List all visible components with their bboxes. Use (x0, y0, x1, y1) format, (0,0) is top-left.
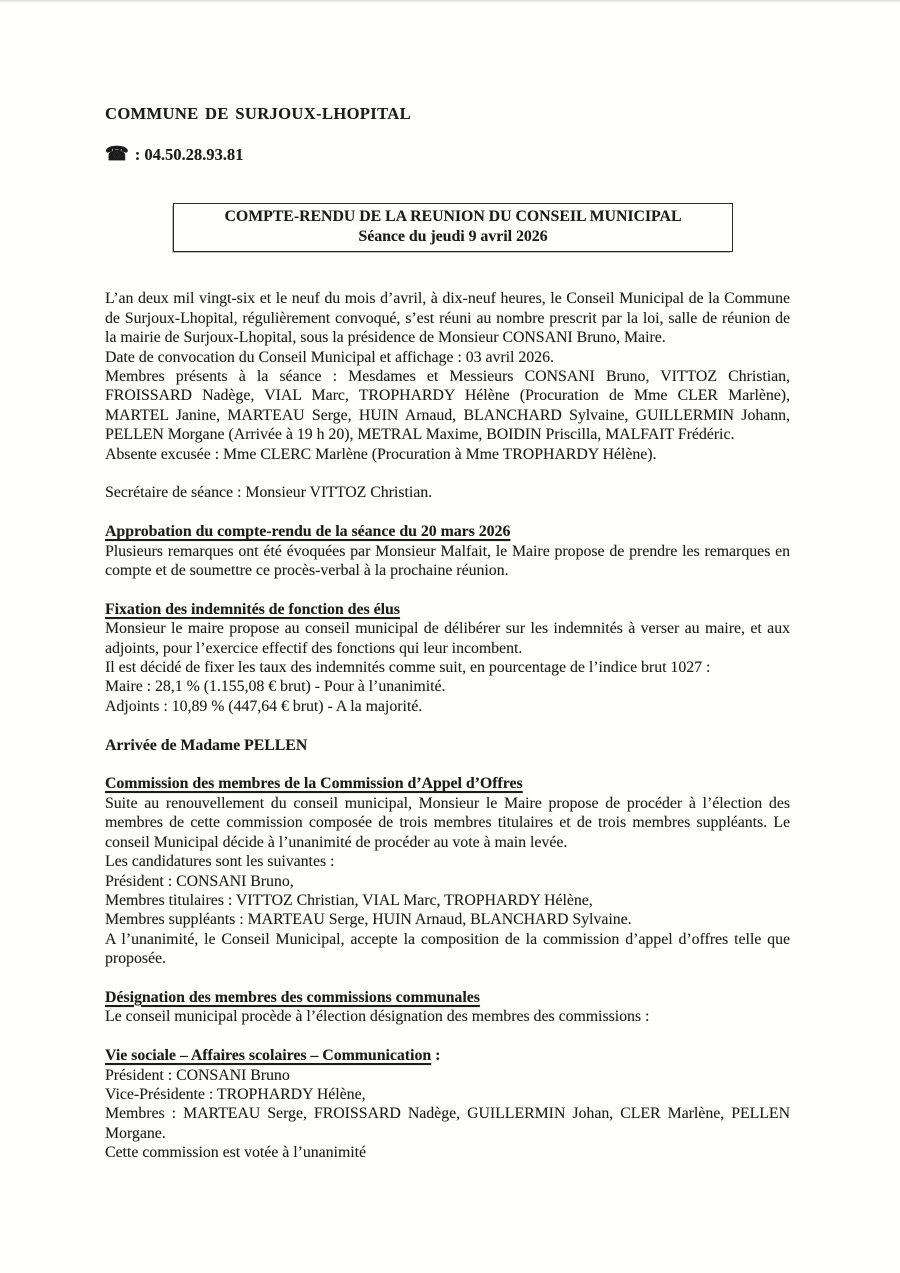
fixation-paragraph-2: Il est décidé de fixer les taux des indemnités comme suit, en pourcentage de l’indice brut 1027 : (105, 659, 711, 677)
approbation-paragraph: Plusieurs remarques ont été évoquées par Monsieur Malfait, le Maire propose de prendre les remarques en compte et de soumettre ce procès-verbal à la prochaine réunion. (105, 542, 790, 580)
phone-line (105, 145, 790, 164)
vie-sociale-vote-line: Cette commission est votée à l’unanimité (105, 1144, 367, 1162)
commission-paragraph-1: Suite au renouvellement du conseil municipal, Monsieur le Maire propose de procéder à l’élection des membres de cette commission composée de trois membres titulaires et de trois membres suppléants. Le conseil Municipal décide à l’unanimité de procéder au vote à main levée. (105, 794, 790, 851)
commission-vote-paragraph: A l’unanimité, le Conseil Municipal, accepte la composition de la commission d’appel d’offres telle que proposée. (105, 930, 790, 968)
section-heading-commission-appel-offres: Commission des membres de la Commission d’Appel d’Offres (105, 775, 523, 793)
section-heading-vie-sociale: Vie sociale – Affaires scolaires – Communication : (105, 1047, 441, 1065)
arrivee-pellen-heading: Arrivée de Madame PELLEN (105, 736, 308, 754)
section-heading-approbation: Approbation du compte-rendu de la séance du 20 mars 2026 (105, 523, 511, 541)
fixation-paragraph-1: Monsieur le maire propose au conseil municipal de délibérer sur les indemnités à verser au maire, et aux adjoints, pour l’exercice effectif des fonctions qui leur incombent. (105, 620, 790, 657)
fixation-adjoints-line: Adjoints : 10,89 % (447,64 € brut) - A la majorité. (105, 697, 423, 715)
members-present-paragraph: Membres présents à la séance : Mesdames et Messieurs CONSANI Bruno, VITTOZ Christian, FROISSARD Nadège, VIAL Marc, TROPHARDY Hélène (Procuration de Mme CLER Marlène), MARTEL Janine, MARTEAU Serge, HUIN Arnaud, BLANCHARD Sylvaine, GUILLERMIN Johann, PELLEN Morgane (Arrivée à 19 h 20), METRAL Maxime, BOIDIN Priscilla, MALFAIT Frédéric. (105, 368, 790, 444)
section-heading-designation-commissions: Désignation des membres des commissions communales (105, 988, 480, 1006)
fixation-maire-line: Maire : 28,1 % (1.155,08 € brut) - Pour à l’unanimité. (105, 678, 446, 696)
convocation-line: Date de convocation du Conseil Municipal et affichage : 03 avril 2026. (105, 348, 554, 366)
section-heading-fixation-indemnites: Fixation des indemnités de fonction des élus (105, 600, 400, 618)
document-body (105, 289, 790, 1162)
phone-number: : 04.50.28.93.81 (134, 145, 244, 164)
commission-suppleants-line: Membres suppléants : MARTEAU Serge, HUIN Arnaud, BLANCHARD Sylvaine. (105, 911, 632, 929)
designation-paragraph: Le conseil municipal procède à l’élection désignation des membres des commissions : (105, 1008, 650, 1026)
vie-sociale-heading-colon: : (431, 1047, 441, 1065)
meeting-date: Séance du jeudi 9 avril 2026 (358, 227, 548, 245)
telephone-icon: ☎ (105, 144, 131, 165)
vie-sociale-membres-paragraph: Membres : MARTEAU Serge, FROISSARD Nadège, GUILLERMIN Johan, CLER Marlène, PELLEN Morgane. (105, 1105, 790, 1142)
title-box (173, 203, 733, 252)
commission-candidatures-line: Les candidatures sont les suivantes : (105, 853, 335, 871)
vie-sociale-president-line: Président : CONSANI Bruno (105, 1066, 290, 1084)
commission-president-line: Président : CONSANI Bruno, (105, 872, 294, 890)
absent-excused-line: Absente excusée : Mme CLERC Marlène (Procuration à Mme TROPHARDY Hélène). (105, 445, 657, 463)
intro-paragraph: L’an deux mil vingt-six et le neuf du mois d’avril, à dix-neuf heures, le Conseil Municipal de la Commune de Surjoux-Lhopital, régulièrement convoqué, s’est réuni au nombre prescrit par la loi, salle de réunion de la mairie de Surjoux-Lhopital, sous la présidence de Monsieur CONSANI Bruno, Maire. (105, 290, 790, 347)
secretary-line: Secrétaire de séance : Monsieur VITTOZ Christian. (105, 484, 433, 502)
meeting-title: COMPTE-RENDU DE LA REUNION DU CONSEIL MUNICIPAL (224, 208, 682, 226)
commune-title: COMMUNE DE SURJOUX-LHOPITAL (105, 104, 411, 123)
vie-sociale-vice-presidente-line: Vice-Présidente : TROPHARDY Hélène, (105, 1085, 366, 1103)
scan-edge-artifact (0, 0, 900, 3)
commission-titulaires-line: Membres titulaires : VITTOZ Christian, VIAL Marc, TROPHARDY Hélène, (105, 891, 593, 909)
